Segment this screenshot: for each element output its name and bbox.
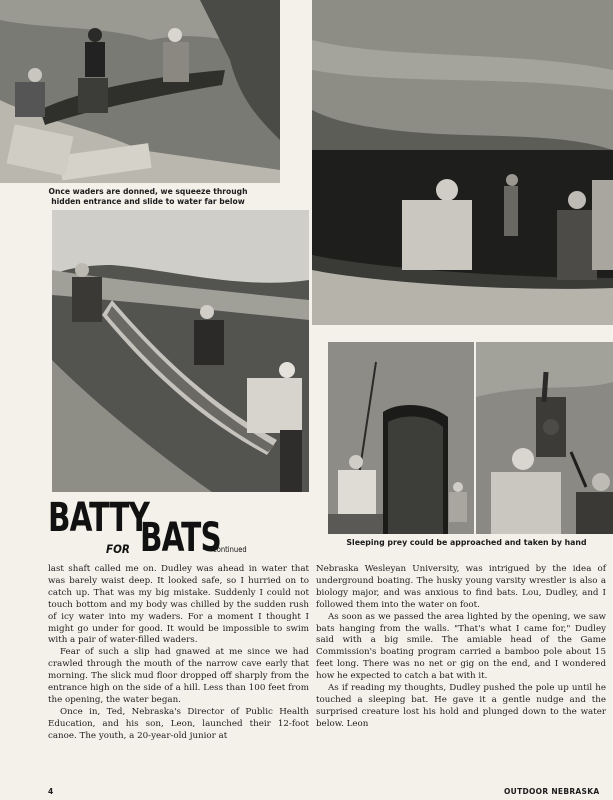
- paragraph: As if reading my thoughts, Dudley pushed the pole up until he touched a sleeping bat. He gave it a gentle nudge and the surprised creature lost his hold and plunged down to the water below. Leon: [316, 683, 606, 729]
- body-column-left: [48, 564, 309, 743]
- headline-continued: continued: [213, 545, 247, 554]
- headline-batty: BATTY: [48, 495, 150, 541]
- paragraph: Fear of such a slip had gnawed at me since we had crawled through the mouth of the narrow cave early that morning. The slick mud floor dropped off sharply from the entrance high on the side of a hill. Less than 100 feet from the opening, the water began.: [48, 647, 309, 705]
- photo-cave-entrance: [0, 0, 280, 183]
- caption-prey: Sleeping prey could be approached and taken by hand: [346, 538, 587, 547]
- magazine-name: OUTDOOR NEBRASKA: [504, 787, 600, 796]
- page-number: 4: [48, 787, 54, 796]
- caption-waders: Once waders are donned, we squeeze through hidden entrance and slide to water far below: [48, 187, 248, 206]
- photo-boat-cave: [312, 0, 613, 325]
- photo-canoe-slide: [52, 210, 309, 492]
- headline-for: FOR: [106, 542, 130, 556]
- paragraph: As soon as we passed the area lighted by the opening, we saw bats hanging from the walls. "That's what I came for," Dudley said with a big smile. The amiable head of the Game Commission's boating program carried a bamboo pole about 15 feet long. There was no net or gig on the end, and I wondered how he expected to catch a bat with it.: [316, 611, 606, 682]
- paragraph: Nebraska Wesleyan University, was intrigued by the idea of underground boating. The husky young varsity wrestler is also a biology major, and was anxious to find bats. Lou, Dudley, and I followed them into the water on foot.: [316, 564, 606, 610]
- photo-tunnel-pole: [328, 342, 474, 534]
- headline-bats: BATS: [140, 515, 221, 561]
- paragraph: last shaft called me on. Dudley was ahead in water that was barely waist deep. It looked safe, so I hurried on to catch up. That was my big mistake. Suddenly I could not touch bottom and my body was chilled by the sudden rush of icy water into my waders. For a moment I thought I might go under for good. It would be impossible to swim with a pair of water-filled waders.: [48, 564, 309, 646]
- body-column-right: [316, 564, 606, 731]
- photo-catching-bat: [476, 342, 613, 534]
- paragraph: Once in, Ted, Nebraska's Director of Public Health Education, and his son, Leon, launched their 12-foot canoe. The youth, a 20-year-old junior at: [48, 706, 309, 741]
